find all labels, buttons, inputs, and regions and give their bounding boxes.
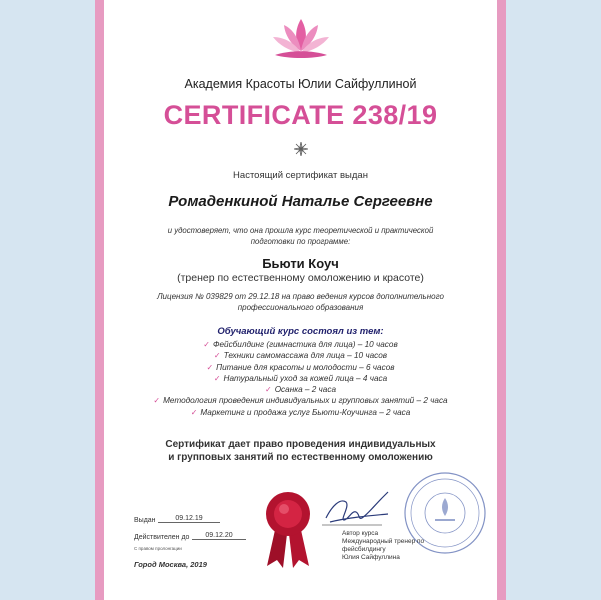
rights-line-1: Сертификат дает право проведения индивидуальных	[165, 439, 436, 450]
topic-item: ✓ Маркетинг и продажа услуг Бьюти-Коучинга – 2 часа	[190, 407, 411, 417]
valid-until-date: 09.12.20	[192, 532, 246, 540]
topic-item: ✓ Методология проведения индивидуальных и групповых занятий – 2 часа	[153, 396, 448, 406]
issued-date: 09.12.19	[158, 515, 220, 523]
topic-item: ✓ Фейсбилдинг (гимнастика для лица) – 10 часов	[203, 340, 398, 349]
topic-item: ✓ Натуральный уход за кожей лица – 4 часа	[213, 373, 388, 383]
check-icon: ✓	[213, 351, 221, 361]
ornament-icon	[294, 142, 308, 156]
check-icon: ✓	[190, 407, 198, 417]
academy-name: Академия Красоты Юлии Сайфуллиной	[184, 77, 417, 91]
author-block	[342, 530, 452, 562]
wax-seal-icon	[261, 490, 315, 570]
author-line: Юлия Сайфуллина	[342, 554, 400, 561]
topic-item: ✓ Осанка – 2 часа	[264, 385, 336, 395]
valid-until-label: Действителен до	[134, 534, 190, 541]
topic-item: ✓ Питание для красоты и молодости – 6 часов	[206, 362, 395, 372]
lotus-logo-icon	[269, 17, 333, 61]
certificate-title: CERTIFICATE 238/19	[163, 100, 438, 130]
topic-item: ✓ Техники самомассажа для лица – 10 часов	[213, 351, 388, 361]
check-icon: ✓	[153, 396, 161, 406]
certifies-text: и удостоверяет, что она прошла курс теоретической и практической подготовки по программе:	[167, 226, 434, 246]
author-line: Автор курса	[342, 530, 379, 537]
course-title: Бьюти Коуч	[262, 256, 339, 271]
topics-list	[104, 339, 497, 418]
rights-statement	[104, 438, 497, 464]
issued-label: Выдан	[134, 517, 156, 524]
rights-line-2: и групповых занятий по естественному омоложению	[168, 452, 433, 463]
city-year: Город Москва, 2019	[134, 560, 207, 569]
certificate-frame	[95, 0, 506, 600]
check-icon: ✓	[264, 385, 272, 395]
check-icon: ✓	[206, 362, 214, 372]
topics-header: Обучающий курс состоял из тем:	[217, 326, 384, 337]
check-icon: ✓	[203, 340, 210, 349]
signature-icon	[322, 488, 392, 528]
course-subtitle: (тренер по естественному омоложению и красоте)	[177, 272, 424, 284]
extension-note: С правом пролонгации	[134, 546, 182, 551]
recipient-name: Ромаденкиной Наталье Сергеевне	[168, 193, 433, 210]
license-text: Лицензия № 039829 от 29.12.18 на право ведения курсов дополнительного профессионального образования	[157, 292, 444, 312]
author-line: фейсбилдингу	[342, 546, 386, 553]
issued-to-label: Настоящий сертификат выдан	[233, 170, 368, 181]
certificate-sheet	[104, 0, 497, 600]
check-icon: ✓	[213, 373, 221, 383]
author-line: Международный тренер по	[342, 538, 425, 545]
